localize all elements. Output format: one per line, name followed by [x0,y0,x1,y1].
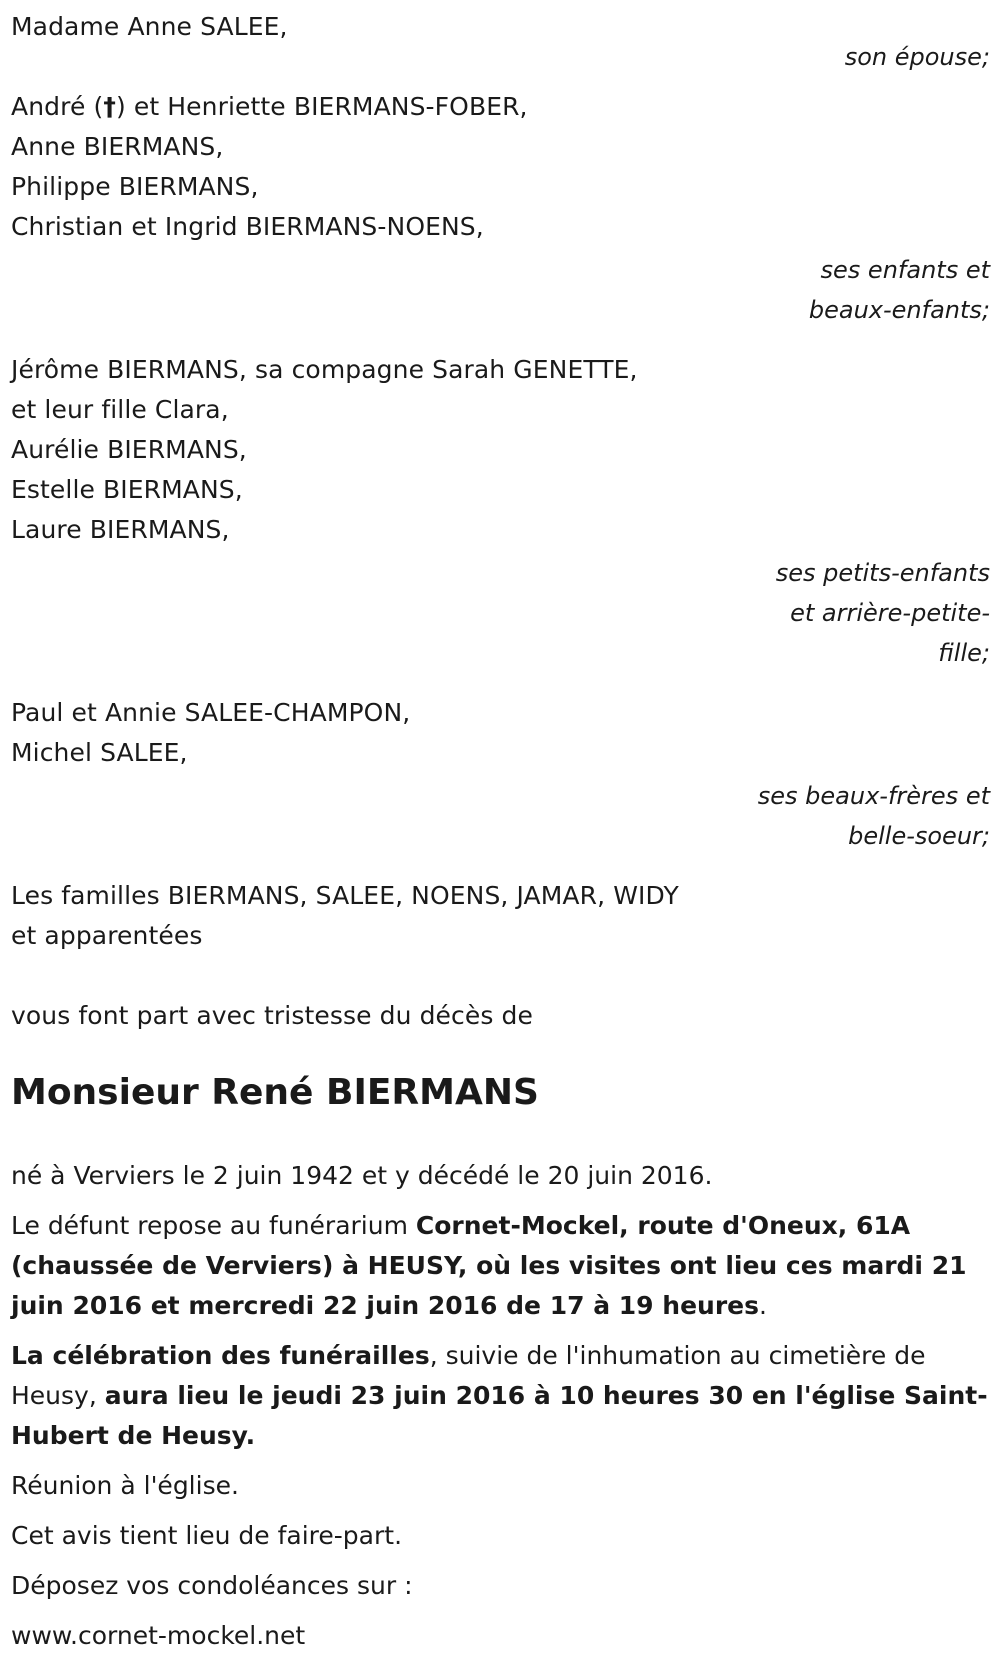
announcement-text: vous font part avec tristesse du décès de [11,1001,533,1030]
grandchildren-label: ses petits-enfants [775,559,990,587]
birth-death-text: né à Verviers le 2 juin 1942 et y décédé le 20 juin 2016. [11,1161,713,1190]
deceased-name: Monsieur René BIERMANS [11,1072,539,1113]
grandchild-line: Laure BIERMANS, [11,515,230,544]
in-laws-label: belle-soeur; [848,822,990,850]
child-line: André (†) et Henriette BIERMANS-FOBER, [11,92,528,121]
grandchildren-label: et arrière-petite- [790,599,990,627]
grandchild-line: Estelle BIERMANS, [11,475,243,504]
grandchildren-label: fille; [938,639,990,667]
notice-text: Cet avis tient lieu de faire-part. [11,1521,403,1550]
families-line: et apparentées [11,921,203,950]
in-law-line: Paul et Annie SALEE-CHAMPON, [11,698,411,727]
in-law-line: Michel SALEE, [11,738,188,767]
child-line: Christian et Ingrid BIERMANS-NOENS, [11,212,484,241]
repose-paragraph: Le défunt repose au funérarium Cornet-Mockel, route d'Oneux, 61A (chaussée de Verviers) à HEUSY, où les visites ont lieu ces mardi 21 juin 2016 et mercredi 22 juin 2016 de 17 à 19 heures. [11,1211,967,1320]
ceremony-paragraph: La célébration des funérailles, suivie de l'inhumation au cimetière de Heusy, aura lieu le jeudi 23 juin 2016 à 10 heures 30 en l'église Saint- Hubert de Heusy. [11,1341,988,1450]
children-label: ses enfants et [820,256,990,284]
children-label: beaux-enfants; [808,296,990,324]
condolences-text: Déposez vos condoléances sur : [11,1571,413,1600]
cross-icon: † [103,92,116,121]
meeting-text: Réunion à l'église. [11,1471,239,1500]
spouse-label: son épouse; [844,43,990,71]
grandchild-line: Aurélie BIERMANS, [11,435,247,464]
grandchild-line: Jérôme BIERMANS, sa compagne Sarah GENETTE, [11,355,638,384]
child-line: Philippe BIERMANS, [11,172,259,201]
spouse-name: Madame Anne SALEE, [11,12,288,41]
families-line: Les familles BIERMANS, SALEE, NOENS, JAMAR, WIDY [11,881,679,910]
grandchild-line: et leur fille Clara, [11,395,229,424]
in-laws-label: ses beaux-frères et [757,782,990,810]
child-line: Anne BIERMANS, [11,132,224,161]
website-link[interactable]: www.cornet-mockel.net [11,1621,306,1650]
